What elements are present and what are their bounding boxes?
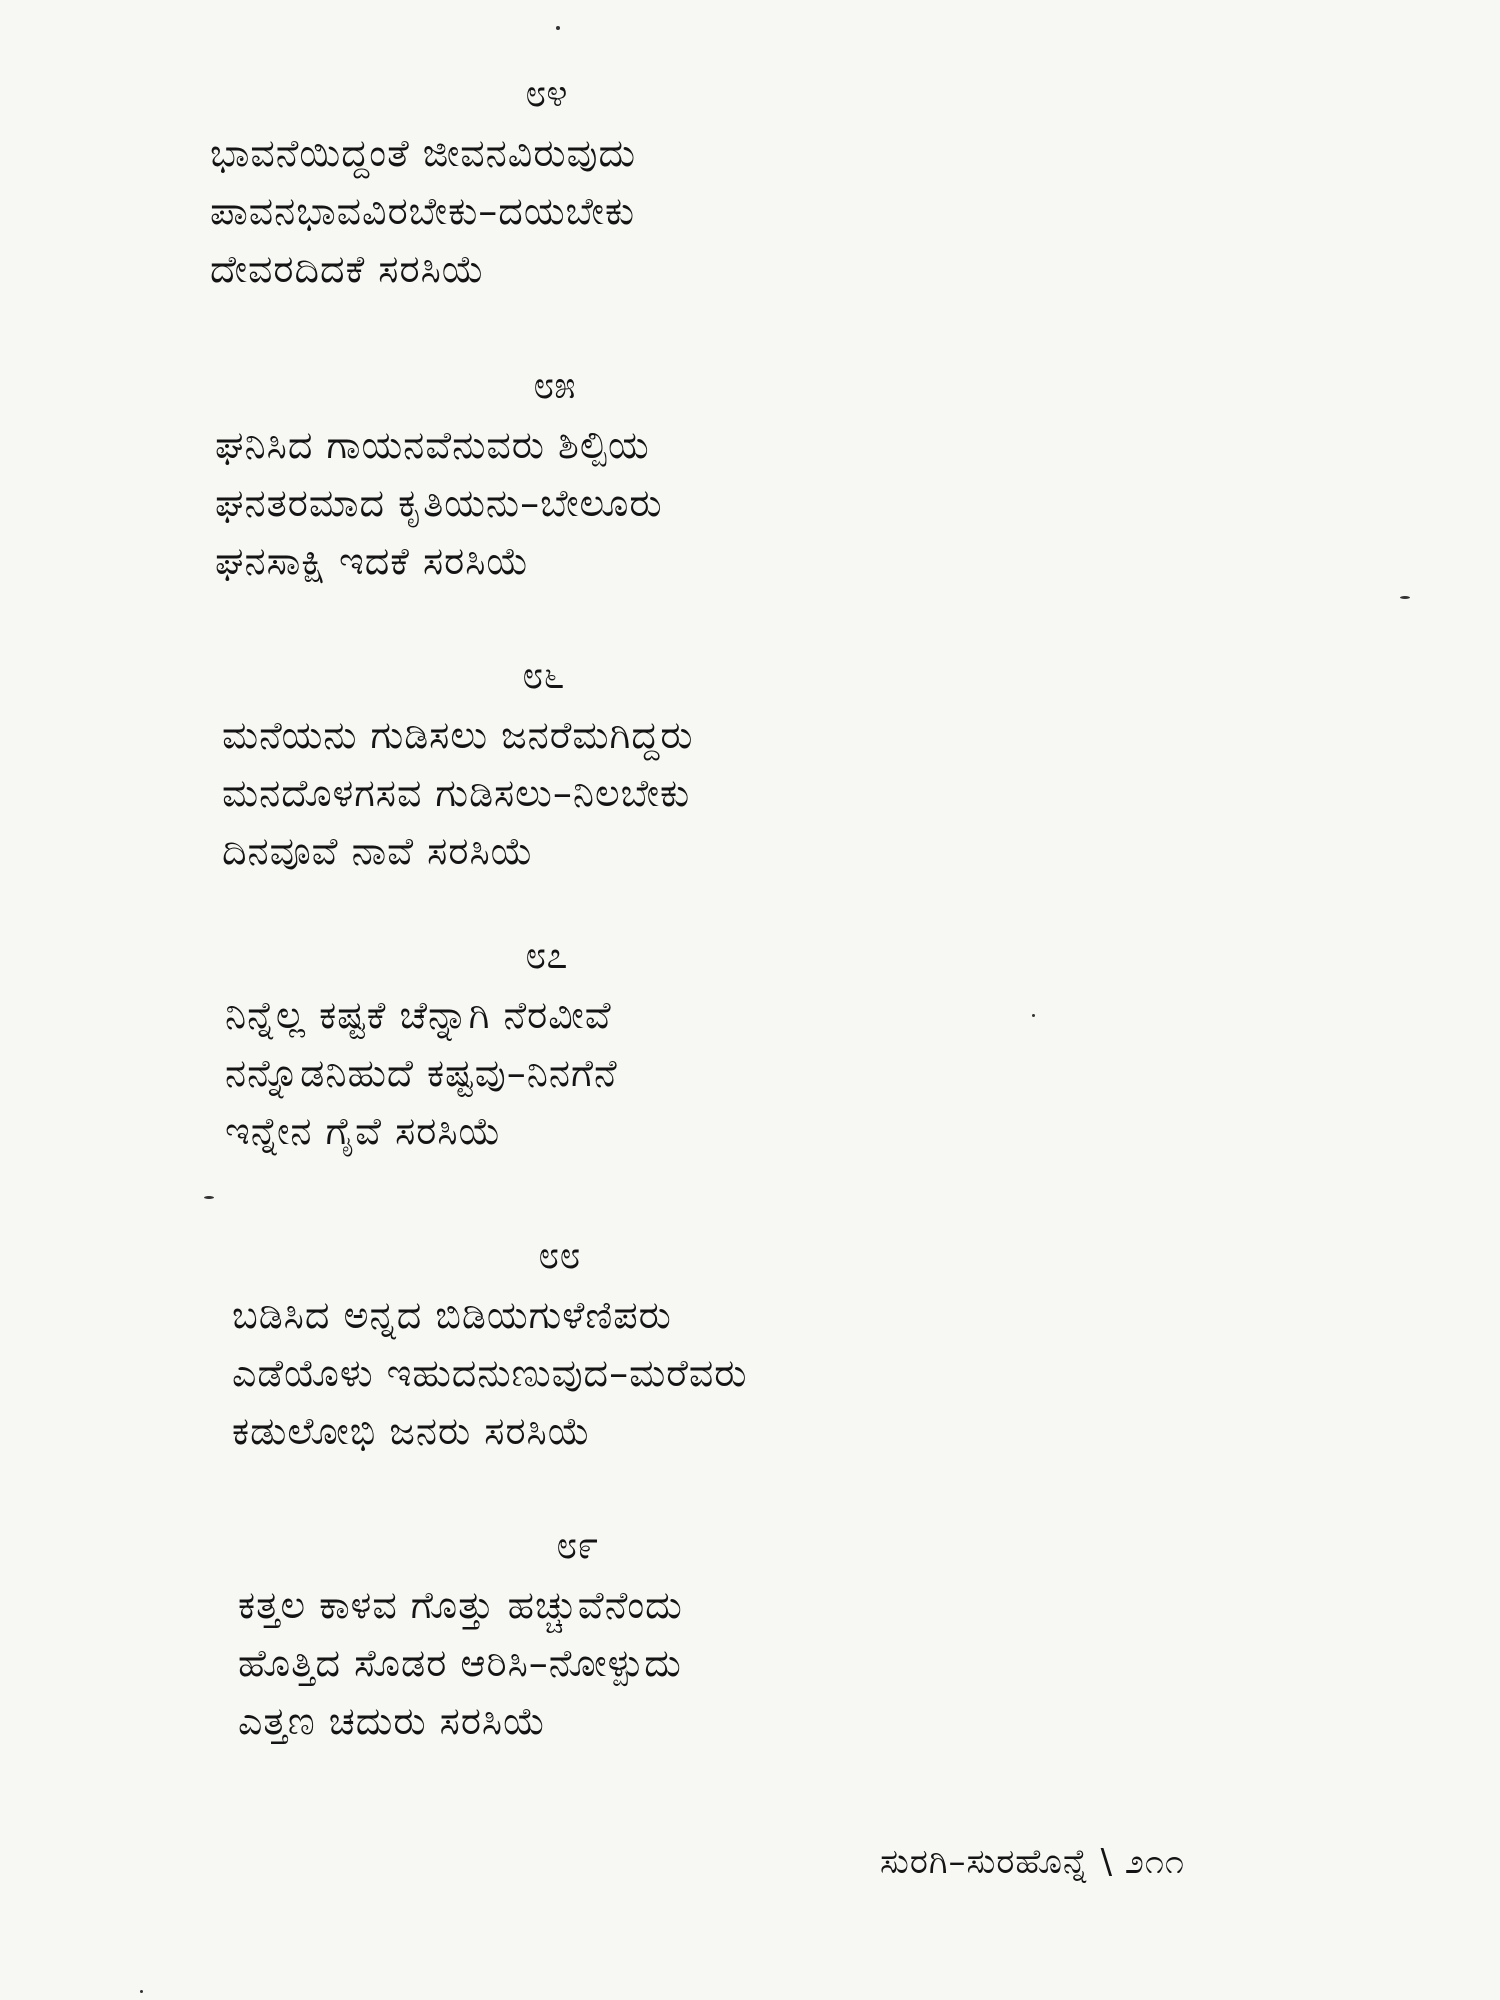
stanza-line: ನಿನ್ನೆಲ್ಲ ಕಷ್ಟಕೆ ಚೆನ್ನಾಗಿ ನೆರವೀವೆ	[225, 993, 612, 1037]
stanza-number: ೮೪	[525, 71, 568, 115]
stanza-line: ಮನೆಯನು ಗುಡಿಸಲು ಜನರೆಮಗಿದ್ದರು	[222, 713, 694, 757]
stanza-number: ೮೫	[533, 363, 576, 407]
stanza-line: ದೇವರದಿದಕೆ ಸರಸಿಯೆ	[210, 247, 485, 291]
stanza-line: ಎತ್ತಣ ಚದುರು ಸರಸಿಯೆ	[238, 1699, 547, 1743]
stanza-line: ಘನಸಾಕ್ಷಿ ಇದಕೆ ಸರಸಿಯೆ	[215, 539, 530, 583]
scan-speck	[556, 26, 560, 30]
stanza-line: ಕತ್ತಲ ಕಾಳವ ಗೊತ್ತು ಹಚ್ಚುವೆನೆಂದು	[238, 1583, 683, 1627]
stanza-line: ಕಡುಲೋಭಿ ಜನರು ಸರಸಿಯೆ	[232, 1409, 591, 1453]
stanza-line: ಘನಿಸಿದ ಗಾಯನವೆನುವರು ಶಿಲ್ಪಿಯ	[215, 423, 650, 467]
stanza-number: ೮೯	[556, 1523, 599, 1567]
stanza-line: ದಿನವೂವೆ ನಾವೆ ಸರಸಿಯೆ	[222, 829, 534, 873]
stanza-line: ಭಾವನೆಯಿದ್ದಂತೆ ಜೀವನವಿರುವುದು	[210, 131, 637, 175]
stanza-line: ಘನತರಮಾದ ಕೃತಿಯನು–ಬೇಲೂರು	[215, 481, 663, 525]
stanza-line: ಪಾವನಭಾವವಿರಬೇಕು–ದಯಬೇಕು	[210, 189, 636, 233]
stanza-number: ೮೬	[522, 653, 565, 697]
stanza-line: ಮನದೊಳಗಸವ ಗುಡಿಸಲು–ನಿಲಬೇಕು	[222, 771, 691, 815]
stanza-line: ಬಡಿಸಿದ ಅನ್ನದ ಬಿಡಿಯಗುಳೆಣಿಪರು	[232, 1293, 672, 1337]
stanza-number: ೮೮	[538, 1233, 581, 1277]
scan-speck	[1032, 1014, 1035, 1017]
scan-speck	[140, 1990, 143, 1993]
stanza-number: ೮೭	[525, 933, 568, 977]
page-footer: ಸುರಗಿ–ಸುರಹೊನ್ನೆ \ ೨೧೧	[880, 1842, 1185, 1882]
stanza-line: ಎಡೆಯೊಳು ಇಹುದನುಣುವುದ–ಮರೆವರು	[232, 1351, 748, 1395]
scan-speck	[1400, 596, 1410, 599]
stanza-line: ಹೊತ್ತಿದ ಸೊಡರ ಆರಿಸಿ–ನೋಳ್ಪುದು	[238, 1641, 682, 1685]
scan-speck	[204, 1196, 214, 1199]
stanza-line: ನನ್ನೊಡನಿಹುದೆ ಕಷ್ಟವು–ನಿನಗೆನೆ	[225, 1051, 618, 1095]
stanza-line: ಇನ್ನೇನ ಗೈವೆ ಸರಸಿಯೆ	[225, 1109, 502, 1153]
